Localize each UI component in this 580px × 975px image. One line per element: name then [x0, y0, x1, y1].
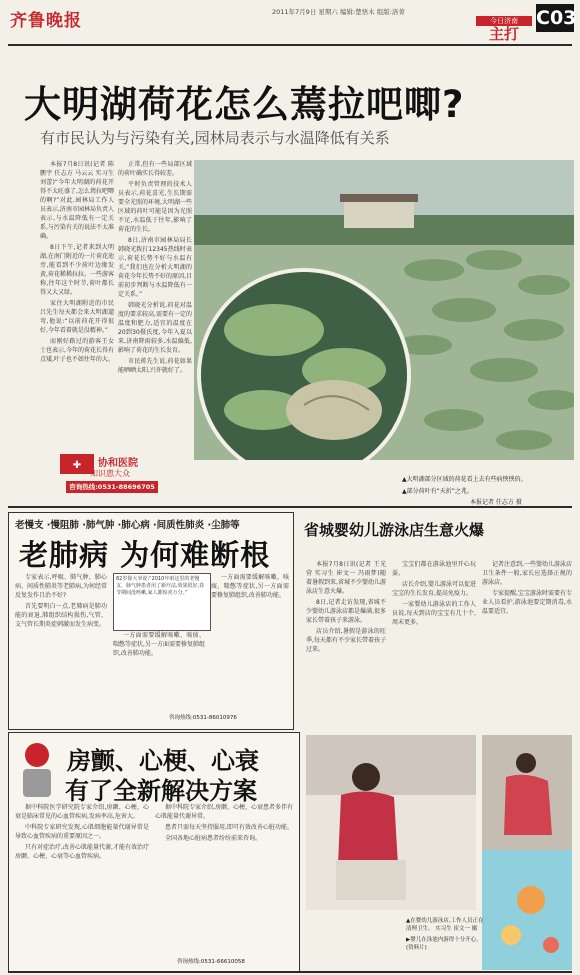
masthead: [0, 0, 580, 46]
doctor-icon: [15, 739, 59, 799]
lead-photo-caption-2: ▲部分荷叶有“天折”之兆。: [402, 488, 473, 495]
heart-ad-column-2: [155, 803, 293, 953]
lung-ad-testimonial: 82岁徐大爷说:“2010年咱这里的老慢支、肺气肿患者用了新疗法,效果很好,春节期间没咳嗽,家人都惊喜万分。”: [113, 573, 211, 631]
lead-photo-caption: ▲大明湖部分区域的荷花看上去有些病怏怏的。: [402, 476, 527, 483]
kindergarten-photo-caption-2: ▶婴儿在泳池内游得十分开心。(资料片): [406, 937, 482, 951]
heart-ad-paragraph: 据中科院专家介绍,房颤、心梗、心衰患者多伴有心肌能量代谢异常。: [155, 804, 293, 820]
lead-paragraph: 韩晓光分析说,荷花对温度的要求较高,需要有一定的温度和肥力,适宜的温度在20到30摄氏度,今年入夏以来,济南降雨较多,水温偏低,影响了荷花的生长发育。: [118, 302, 192, 354]
heart-ad-paragraph: 只有对症治疗,改善心肌能量代谢,才能有效治疗房颤、心梗、心衰等心血管疾病。: [15, 844, 149, 860]
lung-ad-phone: 咨询热线:0531-86010976: [169, 715, 237, 721]
section-box: [476, 16, 532, 42]
lung-ad-body: [15, 573, 107, 723]
lung-ad-headline: 老肺病 为何难断根: [19, 538, 271, 572]
section-label: 今日济南: [476, 16, 532, 26]
editor-label: 主打: [488, 25, 519, 43]
newspaper-logo: 齐鲁晚报: [10, 11, 82, 31]
lung-ad-paragraph: 专家表示,呼吸、肺气肿、肺心病、间质性肺炎等老肺病,为何经常反复发作且治不好?: [15, 574, 107, 599]
kindergarten-photo-caption: [406, 917, 484, 933]
lead-paragraph: 而刚好路过的游客王女士也表示,今年的荷花长得有点矮,叶子也不如往年的大。: [40, 338, 114, 363]
lung-ad-topline: 老慢支 ·慢阻肺 ·肺气肿 ·肺心病 ·间质性肺炎 ·尘肺等: [15, 520, 240, 531]
kindergarten-photo-credit: 实习生 崔文一 摄: [435, 926, 478, 932]
heart-ad-column-1: [15, 803, 149, 963]
svg-text:✚: ✚: [72, 460, 82, 471]
lead-paragraph: 8日,济南市园林局局长韩晓光拨打12345热线时表示,荷花长势不好与水温有关,“我们也在分析大明湖的荷花今年长势不好的原因,目前初步判断与水温降低有一定关系。”: [118, 237, 192, 298]
kindergarten-caption-text: ▲在婴幼儿游泳店,工作人员正在清理卫生。: [406, 918, 484, 932]
heart-ad-phone: 咨询热线:0531-66610058: [177, 959, 245, 965]
kindergarten-paragraph: 专家提醒,宝宝游泳时需要有专业人员看护,游泳池要定期消毒,水温要适宜。: [482, 590, 572, 615]
kindergarten-paragraph: 店员介绍,暑假是游泳的旺季,每天都有不少家长带着孩子过来。: [306, 628, 386, 653]
lead-paragraph: 正常,但有一些局部区域的荷叶确实长得较差。: [118, 161, 192, 177]
lead-column-2: [118, 160, 192, 500]
lead-paragraph: 本报7月8日讯(记者 陈鹏宇 任志方 马云云 实习生 刘蕾)“今年大明湖的荷花开得不太旺盛了,怎么蔫拉吧唧的啊?”对此,园林局工作人员表示,济南市园林局负责人表示,与水温降低有一定关系,与污染有关的说法不太准确。: [40, 161, 114, 240]
issue-line: 2011年7月9日 星期六 编辑:楚悟木 组版:洛菁: [272, 8, 405, 16]
heart-disease-ad: [8, 732, 300, 972]
heart-ad-paragraph: 患者只需每天坚持服用,即可有效改善心脏功能。: [165, 824, 293, 831]
lead-photo-credit: 本报记者 任志方 摄: [470, 499, 522, 506]
lead-paragraph: 平时负责管理的技术人员表示,荷花喜光,生长期需要全光照的环境,大明湖一些区域的荷叶可能是因为光照不足,水温低于往年,影响了荷花的生长。: [118, 181, 192, 233]
heart-ad-paragraph: 中科院专家研究发现,心肌细胞能量代谢异常是导致心血管疾病的重要原因之一。: [15, 824, 149, 840]
lead-subheadline: 有市民认为与污染有关,园林局表示与水温降低有关系: [40, 129, 390, 147]
kindergarten-column-1: [306, 560, 386, 728]
kindergarten-paragraph: 店长介绍,婴儿游泳可以促进宝宝的生长发育,提高免疫力。: [392, 581, 476, 597]
heart-ad-headline-2: 有了全新解决方案: [65, 777, 257, 805]
top-rule: [8, 44, 572, 46]
lung-ad-body-3: [211, 573, 289, 709]
lung-ad-paragraph: 一方面需要缓解咳嗽、咳痰、喘憋等症状,另一方面需要修复肺组织,改善肺功能。: [113, 632, 205, 657]
kindergarten-paragraph: 宝宝们都在游泳池里开心玩耍。: [392, 561, 476, 577]
lead-column-1: [40, 160, 114, 448]
mid-rule: [8, 506, 572, 508]
lotus-pond-photo: [194, 160, 574, 460]
clinic-subtitle: 知识惠大众: [90, 469, 130, 478]
kindergarten-paragraph: 8日,记者走访发现,省城不少婴幼儿游泳店都是爆满,很多家长带着孩子来游泳。: [306, 599, 386, 624]
clinic-name: 协和医院: [98, 458, 138, 469]
lead-headline: 大明湖荷花怎么蔫拉吧唧?: [24, 83, 465, 126]
baby-swimming-photo: [306, 735, 572, 970]
lung-ad-paragraph: 一方面需要缓解咳嗽、咳痰、喘憋等症状,另一方面需要修复肺组织,改善肺功能。: [211, 574, 289, 599]
kindergarten-paragraph: 记者注意到,一些婴幼儿游泳店卫生条件一般,家长应选择正规的游泳店。: [482, 561, 572, 586]
heart-ad-paragraph: 据中科院医学研究院专家介绍,房颤、心梗、心衰是临床常见的心血管疾病,发病率高,危害大。: [15, 804, 149, 820]
clinic-phone: 咨询热线:0531-88696705: [66, 481, 158, 493]
lead-paragraph: 市民蒋先生说,荷花如果能晒晒太阳,兴许就好了。: [118, 358, 192, 374]
heart-ad-paragraph: 全国各地心脏病患者纷纷前来咨询。: [165, 835, 262, 842]
kindergarten-headline: 省城婴幼儿游泳店生意火爆: [304, 521, 485, 539]
lead-paragraph: 8日下午,记者来到大明湖,在南门附近的一片荷花池旁,能看到不少荷叶边缘发黄,荷花稀稀拉拉。一些游客称,往年这个时节,荷叶都长得又大又绿。: [40, 244, 114, 296]
lung-disease-ad: [8, 512, 294, 730]
kindergarten-paragraph: 本报7月8日讯(记者 王光营 实习生 崔文一 冯雨梦)随着暑假到来,省城不少婴幼儿游泳店生意火爆。: [306, 561, 386, 595]
page-code: C03: [536, 4, 574, 32]
kindergarten-column-3: [482, 560, 572, 728]
kindergarten-paragraph: 一家婴幼儿游泳店的工作人员说,每天到店的宝宝有几十个,周末更多。: [392, 601, 476, 626]
lung-ad-body-2: [113, 631, 205, 711]
heart-ad-headline-1: 房颤、心梗、心衰: [67, 747, 259, 775]
kindergarten-column-2: [392, 560, 476, 728]
lead-paragraph: 家住大明湖附近的市民吕先生每天都会来大明湖遛弯,他说:“以前荷花开得很好,今年看着就是没精神。”: [40, 300, 114, 334]
bottom-rule: [8, 971, 572, 973]
lung-ad-paragraph: 首先要明白一点,老肺病是肺功能的衰退,肺组织结构损伤,气管、支气管长期炎症刺激而发生病变。: [15, 603, 107, 628]
